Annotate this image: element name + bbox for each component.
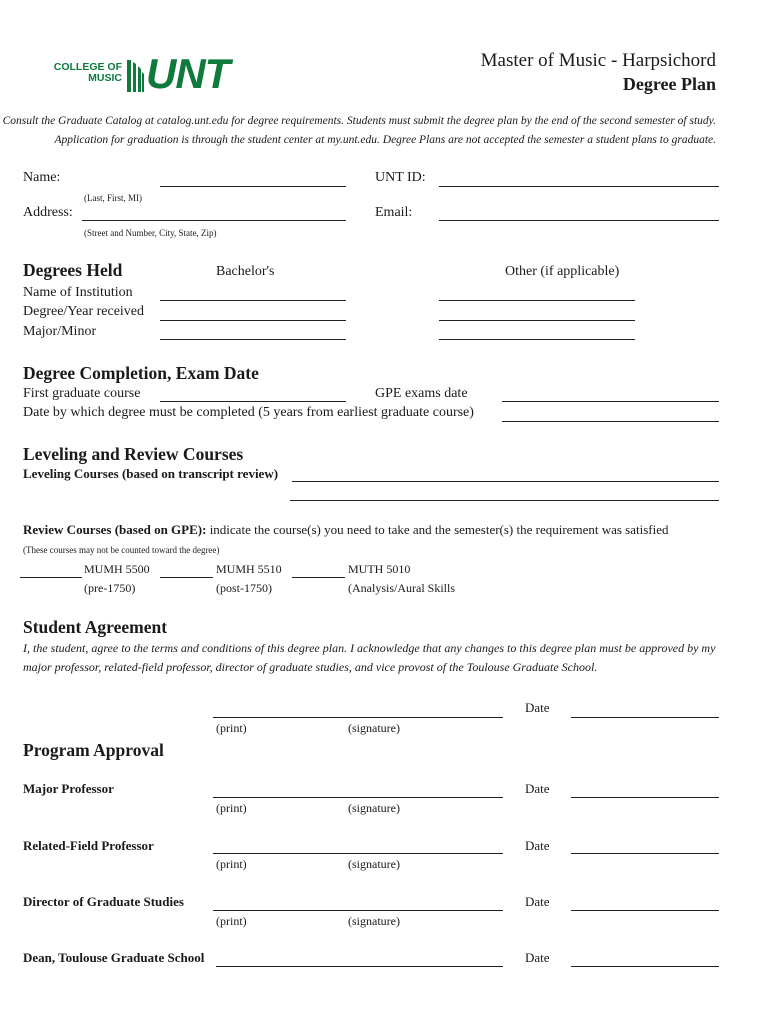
course-2-semester-field[interactable]	[160, 577, 213, 578]
unt-wordmark: UNT	[146, 50, 230, 97]
other-degree-label: Other (if applicable)	[505, 264, 620, 279]
other-major-minor-field[interactable]	[439, 339, 635, 340]
course-3-semester-field[interactable]	[292, 577, 345, 578]
college-of-music-text: COLLEGE OF MUSIC	[53, 61, 122, 84]
director-graduate-studies-signature-field[interactable]	[213, 910, 503, 911]
deadline-field[interactable]	[502, 421, 719, 422]
address-field[interactable]	[82, 220, 346, 221]
degree-year-label: Degree/Year received	[23, 304, 145, 319]
director-graduate-studies-date-field[interactable]	[571, 910, 719, 911]
agreement-text-1: I, the student, agree to the terms and conditions of this degree plan. I acknowledge that any changes to this degree plan must be approved by my	[23, 641, 716, 655]
institution-label: Name of Institution	[23, 285, 133, 300]
dean-graduate-school-label: Dean, Toulouse Graduate School	[23, 950, 205, 965]
bachelors-degree-year-field[interactable]	[160, 320, 346, 321]
other-degree-year-field[interactable]	[439, 320, 635, 321]
related-field-professor-print-hint: (print)	[216, 857, 247, 871]
director-graduate-studies-signature-hint: (signature)	[348, 914, 400, 928]
review-note: (These courses may not be counted toward the degree)	[23, 545, 220, 555]
email-label: Email:	[375, 205, 413, 220]
unt-id-label: UNT ID:	[375, 170, 426, 185]
leveling-courses-field-1[interactable]	[292, 481, 719, 482]
student-date-label: Date	[525, 700, 550, 715]
student-agreement-heading: Student Agreement	[23, 617, 168, 637]
program-approval-heading: Program Approval	[23, 740, 164, 760]
degrees-held-heading: Degrees Held	[23, 260, 123, 280]
gpe-exams-date-field[interactable]	[502, 401, 719, 402]
student-date-field[interactable]	[571, 717, 719, 718]
document-title: Master of Music - Harpsichord	[480, 50, 716, 71]
review-courses-label: Review Courses (based on GPE):	[23, 522, 207, 537]
student-signature-field[interactable]	[213, 717, 503, 718]
major-professor-signature-hint: (signature)	[348, 801, 400, 815]
major-professor-label: Major Professor	[23, 781, 114, 796]
deadline-label: Date by which degree must be completed (5 years from earliest graduate course)	[23, 405, 474, 420]
student-print-hint: (print)	[216, 721, 247, 735]
first-course-field[interactable]	[160, 401, 346, 402]
dean-graduate-school-signature-field[interactable]	[216, 966, 503, 967]
major-professor-date-label: Date	[525, 781, 550, 796]
course-1-semester-field[interactable]	[20, 577, 82, 578]
related-field-professor-date-label: Date	[525, 838, 550, 853]
director-graduate-studies-print-hint: (print)	[216, 914, 247, 928]
gpe-exams-label: GPE exams date	[375, 386, 468, 401]
eagle-mark-icon	[125, 58, 145, 94]
bachelors-label: Bachelor's	[216, 264, 275, 279]
agreement-text-2: major professor, related-field professor, director of graduate studies, and vice provost of the Toulouse Graduate School.	[23, 660, 598, 674]
major-professor-date-field[interactable]	[571, 797, 719, 798]
bachelors-institution-field[interactable]	[160, 300, 346, 301]
course-2-code: MUMH 5510	[216, 562, 282, 576]
course-1-desc: (pre-1750)	[84, 581, 136, 595]
other-institution-field[interactable]	[439, 300, 635, 301]
review-courses-text	[23, 522, 669, 538]
dean-graduate-school-date-label: Date	[525, 950, 550, 965]
name-hint: (Last, First, MI)	[84, 193, 142, 203]
related-field-professor-label: Related-Field Professor	[23, 838, 154, 853]
related-field-professor-date-field[interactable]	[571, 853, 719, 854]
related-field-professor-signature-hint: (signature)	[348, 857, 400, 871]
first-course-label: First graduate course	[23, 386, 141, 401]
document-subtitle: Degree Plan	[622, 74, 716, 94]
student-signature-hint: (signature)	[348, 721, 400, 735]
review-courses-instruction: indicate the course(s) you need to take and the semester(s) the requirement was satisfied	[206, 522, 669, 537]
related-field-professor-signature-field[interactable]	[213, 853, 503, 854]
leveling-heading: Leveling and Review Courses	[23, 444, 244, 464]
address-label: Address:	[23, 205, 73, 220]
address-hint: (Street and Number, City, State, Zip)	[84, 228, 217, 238]
major-professor-print-hint: (print)	[216, 801, 247, 815]
leveling-courses-label: Leveling Courses (based on transcript review)	[23, 466, 279, 481]
course-1-code: MUMH 5500	[84, 562, 150, 576]
major-minor-label: Major/Minor	[23, 324, 97, 339]
dean-graduate-school-date-field[interactable]	[571, 966, 719, 967]
degree-completion-heading: Degree Completion, Exam Date	[23, 363, 259, 383]
email-field[interactable]	[439, 220, 719, 221]
leveling-courses-field-2[interactable]	[290, 500, 719, 501]
bachelors-major-minor-field[interactable]	[160, 339, 346, 340]
name-label: Name:	[23, 170, 61, 185]
unt-id-field[interactable]	[439, 186, 719, 187]
course-3-desc: (Analysis/Aural Skills	[348, 581, 455, 595]
major-professor-signature-field[interactable]	[213, 797, 503, 798]
course-2-desc: (post-1750)	[216, 581, 272, 595]
name-field[interactable]	[160, 186, 346, 187]
intro-line-2: Application for graduation is through the student center at my.unt.edu. Degree Plans are not accepted the semester a student plans to graduate.	[54, 134, 716, 146]
director-graduate-studies-label: Director of Graduate Studies	[23, 894, 184, 909]
unt-logo	[40, 50, 266, 98]
director-graduate-studies-date-label: Date	[525, 894, 550, 909]
intro-line-1: Consult the Graduate Catalog at catalog.unt.edu for degree requirements. Students must submit the degree plan by the end of the second semester of study.	[2, 115, 716, 127]
course-3-code: MUTH 5010	[348, 562, 411, 576]
